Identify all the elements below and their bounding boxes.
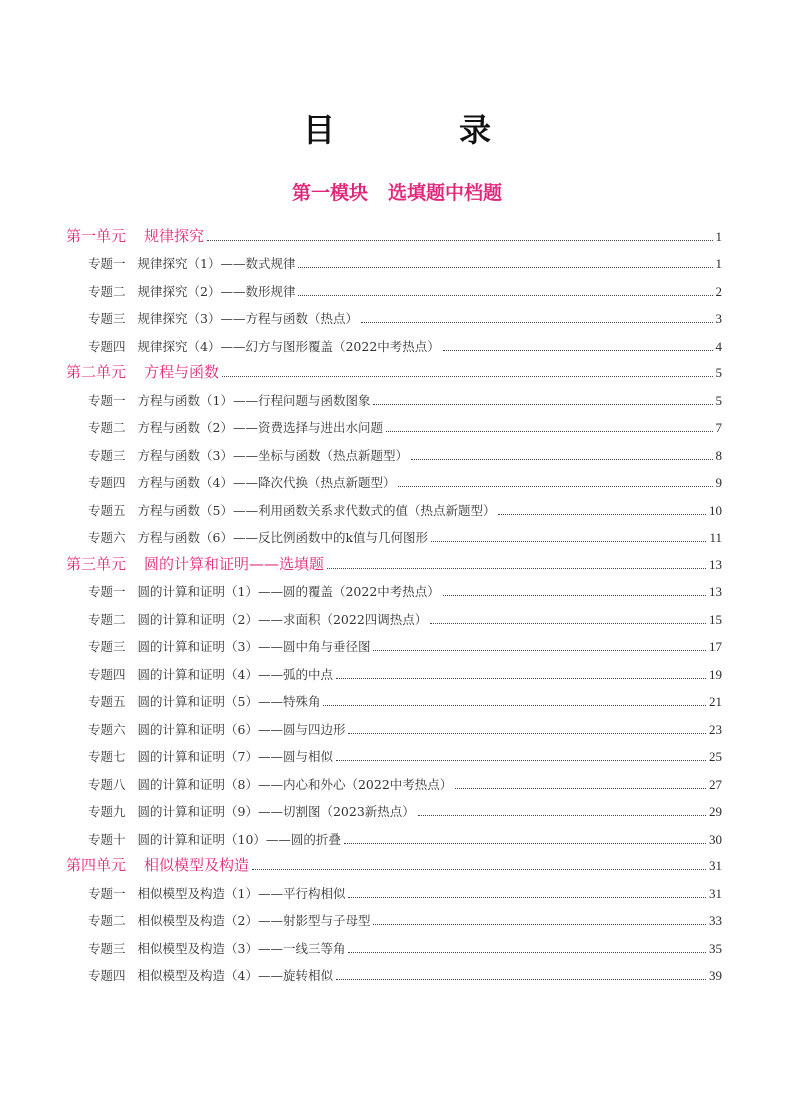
topic-label [66, 966, 333, 986]
topic-name: 规律探究（1）——数式规律 [137, 256, 296, 271]
unit-name: 方程与函数 [144, 363, 220, 381]
topic-label [66, 775, 452, 795]
topic-label [66, 720, 345, 740]
topic-name: 相似模型及构造（2）——射影型与子母型 [137, 913, 371, 928]
topic-row[interactable] [66, 466, 722, 494]
module-number: 第一模块 [291, 182, 368, 204]
dot-leader [348, 951, 706, 953]
topic-number: 专题一 [88, 392, 126, 408]
dot-leader [418, 814, 706, 816]
page-number: 31 [709, 858, 722, 873]
topic-number: 专题一 [88, 885, 126, 901]
topic-label [66, 665, 333, 685]
page-number: 4 [715, 338, 722, 354]
page-title: 目 录 [302, 111, 537, 149]
topic-label [66, 830, 341, 850]
dot-leader [336, 677, 706, 679]
page-number: 27 [709, 776, 722, 792]
topic-row[interactable] [66, 795, 722, 823]
topic-label [66, 501, 495, 521]
dot-leader [455, 787, 706, 789]
topic-row[interactable] [66, 685, 722, 713]
topic-number: 专题六 [88, 721, 126, 737]
dot-leader [443, 594, 706, 596]
topic-row[interactable] [66, 602, 722, 630]
dot-leader [336, 978, 706, 980]
page-number: 1 [715, 256, 722, 271]
topic-label [66, 309, 358, 329]
topic-row[interactable] [66, 630, 722, 658]
page-number: 30 [709, 831, 722, 847]
topic-name: 圆的计算和证明（3）——圆中角与垂径图 [137, 639, 371, 654]
topic-label [66, 446, 408, 466]
topic-label [66, 337, 440, 357]
unit-row[interactable] [66, 548, 722, 575]
topic-row[interactable] [66, 302, 722, 330]
dot-leader [498, 513, 706, 515]
dot-leader [323, 704, 706, 706]
topic-label [66, 747, 333, 767]
page-number: 8 [715, 447, 722, 463]
dot-leader [327, 567, 706, 569]
dot-leader [344, 842, 706, 844]
topic-label [66, 418, 383, 438]
unit-label [66, 225, 204, 247]
unit-label [66, 854, 249, 876]
topic-name: 相似模型及构造（3）——一线三等角 [137, 940, 346, 956]
topic-number: 专题九 [88, 804, 126, 819]
page-number: 11 [709, 530, 722, 545]
topic-label [66, 254, 295, 274]
topic-row[interactable] [66, 493, 722, 521]
topic-number: 专题十 [88, 831, 126, 847]
topic-name: 圆的计算和证明（6）——圆与四边形 [137, 721, 346, 737]
topic-row[interactable] [66, 657, 722, 685]
topic-number: 专题二 [88, 611, 126, 627]
dot-leader [411, 458, 713, 460]
topic-row[interactable] [66, 575, 722, 603]
topic-row[interactable] [66, 959, 722, 987]
topic-label [66, 637, 370, 657]
topic-label [66, 939, 345, 959]
topic-number: 专题四 [88, 968, 126, 983]
topic-number: 专题一 [88, 584, 126, 599]
topic-label [66, 473, 395, 493]
table-of-contents [66, 220, 722, 986]
dot-leader [207, 239, 712, 241]
topic-row[interactable] [66, 438, 722, 466]
topic-label [66, 802, 415, 822]
unit-label [66, 553, 324, 575]
dot-leader [386, 430, 713, 432]
page-number: 15 [709, 611, 722, 627]
dot-leader [336, 759, 706, 761]
page-number: 39 [709, 968, 722, 983]
page-number: 5 [715, 392, 722, 408]
topic-row[interactable] [66, 521, 722, 549]
topic-name: 圆的计算和证明（4）——弧的中点 [137, 666, 333, 682]
topic-number: 专题三 [88, 311, 126, 326]
topic-name: 相似模型及构造（1）——平行构相似 [137, 885, 346, 901]
page-number: 35 [709, 940, 722, 956]
page-number: 1 [715, 228, 722, 244]
topic-number: 专题一 [88, 256, 126, 271]
topic-number: 专题三 [88, 447, 126, 463]
dot-leader [443, 349, 713, 351]
page-number: 19 [709, 666, 722, 682]
topic-name: 方程与函数（1）——行程问题与函数图象 [137, 392, 371, 408]
topic-row[interactable] [66, 822, 722, 850]
topic-name: 相似模型及构造（4）——旋转相似 [137, 968, 333, 983]
topic-number: 专题五 [88, 502, 126, 518]
topic-name: 圆的计算和证明（5）——特殊角 [137, 694, 321, 709]
dot-leader [398, 485, 712, 487]
topic-label [66, 582, 440, 602]
topic-name: 方程与函数（6）——反比例函数中的k值与几何图形 [137, 530, 429, 545]
topic-label [66, 911, 370, 931]
topic-name: 圆的计算和证明（1）——圆的覆盖（2022中考热点） [137, 584, 440, 599]
dot-leader [361, 321, 713, 323]
topic-label [66, 692, 320, 712]
topic-label [66, 282, 295, 302]
topic-number: 专题四 [88, 338, 126, 354]
topic-row[interactable] [66, 904, 722, 932]
topic-row[interactable] [66, 876, 722, 904]
dot-leader [373, 403, 712, 405]
topic-number: 专题三 [88, 940, 126, 956]
dot-leader [431, 540, 706, 542]
topic-number: 专题二 [88, 913, 126, 928]
dot-leader [298, 266, 712, 268]
unit-number: 第四单元 [66, 856, 127, 874]
dot-leader [348, 896, 706, 898]
topic-row[interactable] [66, 274, 722, 302]
page-number: 17 [709, 639, 722, 654]
page-number: 13 [709, 556, 722, 572]
topic-name: 规律探究（3）——方程与函数（热点） [137, 311, 358, 326]
unit-name: 规律探究 [144, 226, 205, 245]
topic-label [66, 391, 370, 411]
dot-leader [430, 622, 706, 624]
page-number: 31 [709, 885, 722, 901]
page-number: 10 [709, 502, 722, 518]
topic-name: 圆的计算和证明（7）——圆与相似 [137, 749, 333, 764]
topic-name: 圆的计算和证明（9）——切割图（2023新热点） [137, 804, 415, 819]
topic-name: 方程与函数（4）——降次代换（热点新题型） [137, 475, 396, 490]
module-name: 选填题中档题 [388, 182, 503, 204]
unit-row[interactable] [66, 850, 722, 877]
unit-name: 圆的计算和证明——选填题 [144, 554, 325, 573]
dot-leader [252, 868, 706, 870]
unit-number: 第二单元 [66, 363, 127, 381]
unit-label [66, 361, 219, 383]
topic-label [66, 610, 427, 630]
topic-row[interactable] [66, 712, 722, 740]
topic-row[interactable] [66, 767, 722, 795]
topic-row[interactable] [66, 740, 722, 768]
topic-name: 规律探究（2）——数形规律 [137, 283, 296, 299]
topic-row[interactable] [66, 931, 722, 959]
topic-name: 圆的计算和证明（2）——求面积（2022四调热点） [137, 611, 428, 627]
dot-leader [298, 294, 712, 296]
topic-name: 方程与函数（2）——资费选择与进出水问题 [137, 420, 383, 435]
page-number: 2 [715, 283, 722, 299]
unit-name: 相似模型及构造 [144, 856, 250, 874]
topic-number: 专题四 [88, 475, 126, 490]
topic-row[interactable] [66, 329, 722, 357]
unit-row[interactable] [66, 220, 722, 247]
topic-label [66, 884, 345, 904]
topic-number: 专题二 [88, 283, 126, 299]
topic-number: 专题二 [88, 420, 126, 435]
topic-name: 规律探究（4）——幻方与图形覆盖（2022中考热点） [137, 338, 440, 354]
unit-number: 第三单元 [66, 554, 127, 573]
page-number: 3 [715, 311, 722, 326]
page-number: 21 [709, 694, 722, 709]
unit-number: 第一单元 [66, 226, 127, 245]
module-title [0, 178, 794, 205]
topic-number: 专题七 [88, 749, 126, 764]
topic-name: 圆的计算和证明（10）——圆的折叠 [137, 831, 341, 847]
dot-leader [222, 375, 712, 377]
dot-leader [348, 732, 706, 734]
topic-name: 圆的计算和证明（8）——内心和外心（2022中考热点） [137, 776, 453, 792]
page-number: 25 [709, 749, 722, 764]
topic-number: 专题三 [88, 639, 126, 654]
page-number: 9 [715, 475, 722, 490]
topic-row[interactable] [66, 383, 722, 411]
topic-name: 方程与函数（3）——坐标与函数（热点新题型） [137, 447, 408, 463]
page-number: 5 [715, 365, 722, 380]
page-number: 13 [709, 584, 722, 599]
topic-number: 专题四 [88, 666, 126, 682]
topic-name: 方程与函数（5）——利用函数关系求代数式的值（热点新题型） [137, 502, 496, 518]
unit-row[interactable] [66, 357, 722, 384]
page-number: 7 [715, 420, 722, 435]
dot-leader [373, 923, 706, 925]
topic-number: 专题六 [88, 530, 126, 545]
topic-row[interactable] [66, 247, 722, 275]
topic-number: 专题八 [88, 776, 126, 792]
page-number: 29 [709, 804, 722, 819]
dot-leader [373, 649, 706, 651]
topic-number: 专题五 [88, 694, 126, 709]
page-number: 23 [709, 721, 722, 737]
topic-row[interactable] [66, 411, 722, 439]
topic-label [66, 528, 428, 548]
page-number: 33 [709, 913, 722, 928]
